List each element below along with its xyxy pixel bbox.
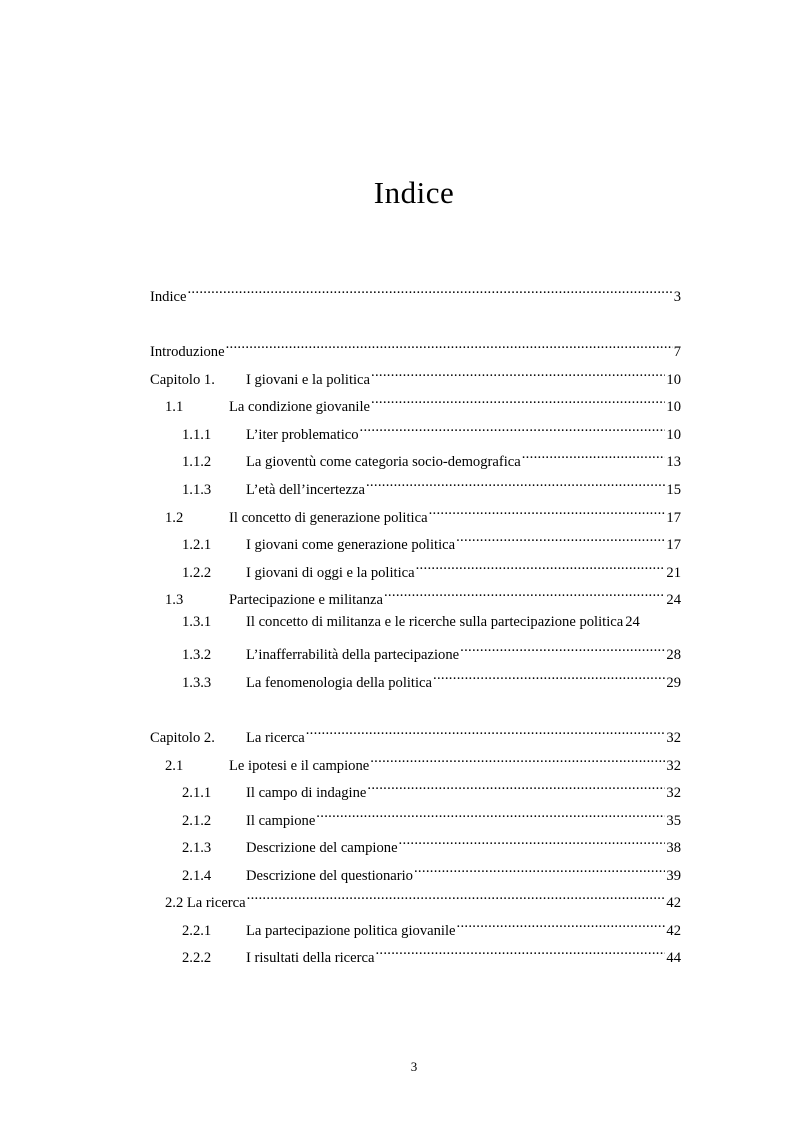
toc-entry-number: 1.3.1 <box>182 614 212 630</box>
toc-entry-number: Capitolo 2. <box>150 730 215 746</box>
toc-entry-label: Il campo di indagine <box>246 785 367 801</box>
toc-entry-number: 2.1.2 <box>182 813 212 829</box>
toc-entry-page: 24 <box>666 592 681 608</box>
toc-entry-label: I risultati della ricerca <box>246 950 375 966</box>
toc-leader-dots <box>384 584 665 604</box>
toc-entry-number: 1.3.3 <box>182 675 212 691</box>
toc-entry-1-1-2[interactable] <box>150 446 681 470</box>
toc-entry-1-1-3[interactable] <box>150 474 681 498</box>
toc-entry-page: 44 <box>666 950 681 966</box>
toc-entry-page: 32 <box>666 785 681 801</box>
toc-leader-dots <box>399 832 666 852</box>
toc-entry-page: 10 <box>666 399 681 415</box>
toc-entry-2-1-2[interactable] <box>150 805 681 829</box>
toc-entry-page: 32 <box>666 758 681 774</box>
toc-leader-dots <box>360 419 666 439</box>
toc-entry-page: 17 <box>666 510 681 526</box>
toc-entry-number: 2.1.1 <box>182 785 212 801</box>
toc-entry-label: La condizione giovanile <box>229 399 371 415</box>
toc-entry-1-3-3[interactable] <box>150 667 681 691</box>
toc-entry-label: 2.2 La ricerca <box>165 895 246 911</box>
toc-entry-label: La ricerca <box>246 730 305 746</box>
toc-entry-2-1-3[interactable] <box>150 832 681 856</box>
toc-entry-number: 2.2.2 <box>182 950 212 966</box>
toc-entry-page: 21 <box>666 565 681 581</box>
toc-leader-dots <box>306 722 666 742</box>
toc-entry-page: 15 <box>666 482 681 498</box>
toc-entry-1-3[interactable] <box>150 584 681 608</box>
toc-entry-1-2-2[interactable] <box>150 557 681 581</box>
toc-entry-label: Partecipazione e militanza <box>229 592 383 608</box>
toc-entry-page: 3 <box>673 289 681 305</box>
toc-entry-1-2-1[interactable] <box>150 529 681 553</box>
toc-entry-label: I giovani come generazione politica <box>246 537 456 553</box>
toc-leader-dots <box>375 942 665 962</box>
toc-entry-number: 1.1.3 <box>182 482 212 498</box>
toc-entry-label: I giovani di oggi e la politica <box>246 565 415 581</box>
toc-entry-label: L’iter problematico <box>246 427 359 443</box>
toc-entry-chapter-1[interactable] <box>150 364 681 388</box>
toc-entry-number: 1.1.1 <box>182 427 212 443</box>
toc-entry-page: 39 <box>666 868 681 884</box>
toc-leader-dots <box>371 364 665 384</box>
toc-entry-label: Le ipotesi e il campione <box>229 758 370 774</box>
page-number: 3 <box>410 1059 418 1074</box>
toc-entry-page: 29 <box>666 675 681 691</box>
toc-leader-dots <box>416 557 666 577</box>
toc-entry-indice[interactable] <box>150 281 681 305</box>
toc-leader-dots <box>247 887 666 907</box>
toc-entry-number: Capitolo 1. <box>150 372 215 388</box>
toc-entry-1-1[interactable] <box>150 391 681 415</box>
toc-entry-number: 1.1.2 <box>182 454 212 470</box>
toc-entry-page: 42 <box>666 923 681 939</box>
toc-entry-page: 13 <box>666 454 681 470</box>
toc-entry-introduzione[interactable] <box>150 336 681 360</box>
toc-entry-label: Descrizione del campione <box>246 840 398 856</box>
toc-entry-page: 28 <box>666 647 681 663</box>
toc-entry-label: Il concetto di generazione politica <box>229 510 428 526</box>
toc-entry-page: 35 <box>666 813 681 829</box>
toc-entry-label: L’inafferrabilità della partecipazione <box>246 647 460 663</box>
toc-leader-dots <box>429 502 666 522</box>
toc-entry-1-2[interactable] <box>150 502 681 526</box>
toc-entry-2-2[interactable] <box>150 887 681 911</box>
toc-entry-label: La fenomenologia della politica <box>246 675 432 691</box>
toc-entry-number: 2.1.4 <box>182 868 212 884</box>
toc-entry-page: 32 <box>666 730 681 746</box>
toc-entry-2-1-4[interactable] <box>150 860 681 884</box>
toc-leader-dots <box>457 915 666 935</box>
toc-entry-2-1-1[interactable] <box>150 777 681 801</box>
toc-entry-label: Il concetto di militanza e le ricerche sulla partecipazione politica <box>246 614 624 630</box>
page-title: Indice <box>373 175 455 210</box>
toc-entry-number: 1.2.1 <box>182 537 212 553</box>
toc-leader-dots <box>370 750 665 770</box>
toc-entry-label: Il campione <box>246 813 316 829</box>
toc-entry-page: 38 <box>666 840 681 856</box>
toc-leader-dots <box>456 529 665 549</box>
toc-entry-label: La partecipazione politica giovanile <box>246 923 456 939</box>
toc-entry-2-2-2[interactable] <box>150 942 681 966</box>
toc-entry-label: Indice <box>150 289 187 305</box>
toc-leader-dots <box>371 391 665 411</box>
toc-entry-1-3-1[interactable] <box>150 612 681 632</box>
toc-leader-dots <box>316 805 665 825</box>
toc-entry-2-1[interactable] <box>150 750 681 774</box>
toc-leader-dots <box>433 667 665 687</box>
toc-entry-label: Descrizione del questionario <box>246 868 413 884</box>
toc-entry-number: 2.2.1 <box>182 923 212 939</box>
toc-entry-page: 10 <box>666 372 681 388</box>
toc-entry-chapter-2[interactable] <box>150 722 681 746</box>
toc-leader-dots <box>187 281 672 301</box>
toc-leader-dots <box>226 336 673 356</box>
toc-entry-1-3-2[interactable] <box>150 639 681 663</box>
toc-entry-number: 2.1 <box>165 758 184 774</box>
toc-entry-number: 1.1 <box>165 399 184 415</box>
toc-entry-page: 24 <box>625 614 640 630</box>
toc-entry-number: 1.2 <box>165 510 184 526</box>
toc-entry-label: I giovani e la politica <box>246 372 371 388</box>
toc-entry-page: 42 <box>666 895 681 911</box>
toc-entry-number: 1.2.2 <box>182 565 212 581</box>
toc-entry-page: 10 <box>666 427 681 443</box>
toc-entry-page: 17 <box>666 537 681 553</box>
toc-leader-dots <box>460 639 665 659</box>
toc-entry-1-1-1[interactable] <box>150 419 681 443</box>
toc-leader-dots <box>367 777 665 797</box>
toc-leader-dots <box>366 474 665 494</box>
toc-entry-number: 1.3 <box>165 592 184 608</box>
toc-entry-page: 7 <box>673 344 681 360</box>
toc-entry-number: 1.3.2 <box>182 647 212 663</box>
toc-leader-dots <box>522 446 666 466</box>
toc-entry-label: L’età dell’incertezza <box>246 482 365 498</box>
toc-entry-label: La gioventù come categoria socio-demografica <box>246 454 521 470</box>
toc-leader-dots <box>414 860 665 880</box>
toc-entry-label: Introduzione <box>150 344 225 360</box>
toc-entry-2-2-1[interactable] <box>150 915 681 939</box>
toc-entry-number: 2.1.3 <box>182 840 212 856</box>
